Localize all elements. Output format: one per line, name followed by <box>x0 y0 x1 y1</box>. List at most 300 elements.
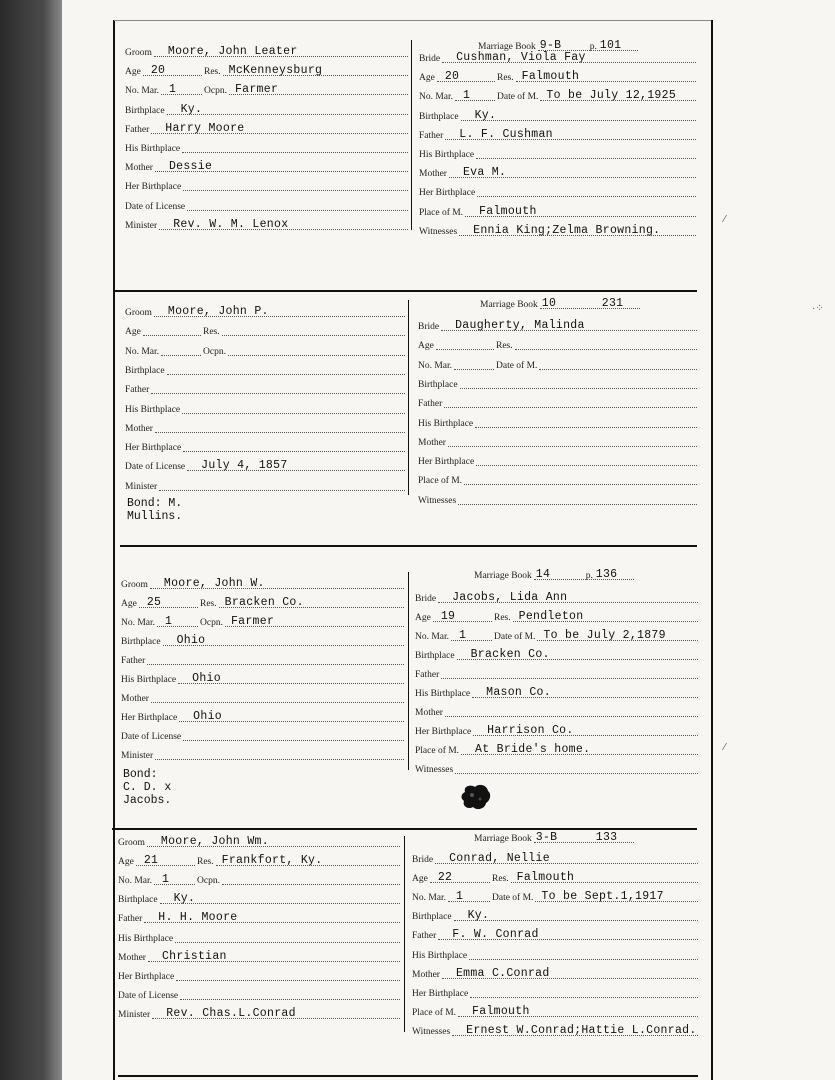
field-label: Res. <box>497 73 514 84</box>
record-row <box>415 590 698 606</box>
field-label: Minister <box>121 751 154 761</box>
fill-line <box>515 349 697 350</box>
field-value: Moore, John W. <box>163 577 265 590</box>
field-label: His Birthplace <box>125 144 181 154</box>
field-label: His Birthplace <box>418 418 474 429</box>
field-value: Ky. <box>173 892 196 906</box>
field-value: 21 <box>143 854 159 868</box>
card-separator <box>120 545 697 547</box>
scan-speck: ·⁘ <box>812 303 824 314</box>
fill-line <box>222 884 400 885</box>
fill-line <box>476 465 697 466</box>
field-value: F. W. Conrad <box>452 928 539 942</box>
field-value: To be July 12,1925 <box>546 89 677 103</box>
field-label: Groom <box>125 48 152 58</box>
fill-line <box>448 446 697 447</box>
field-value: Farmer <box>234 83 279 97</box>
record-row <box>419 127 696 143</box>
fill-line <box>455 773 698 774</box>
field-label: Bride <box>419 54 441 64</box>
fill-line <box>469 959 698 960</box>
field-value: At Bride's home. <box>475 743 591 756</box>
fill-line <box>161 355 201 356</box>
record-row <box>118 872 400 888</box>
field-value: 22 <box>437 871 453 885</box>
fill-line <box>464 484 697 485</box>
field-value: Rev. Chas.L.Conrad <box>166 1006 296 1020</box>
field-label: Age <box>125 327 141 338</box>
fill-line <box>176 980 400 981</box>
record-row <box>419 88 696 104</box>
field-label: No. Mar. <box>418 360 453 371</box>
card-separator <box>118 1075 698 1077</box>
record-row <box>418 337 697 353</box>
marriage-book-ref <box>474 567 698 583</box>
field-value: L. F. Cushman <box>459 127 553 141</box>
fill-line <box>476 158 696 159</box>
book-volume: 3-B <box>535 831 558 844</box>
scan-speck: ⁄ <box>724 214 726 225</box>
record-row <box>125 401 405 417</box>
field-value: 1 <box>463 89 471 103</box>
field-value: 1 <box>169 83 177 97</box>
card-divider <box>411 40 412 230</box>
fill-line <box>154 884 195 885</box>
field-value: Cushman, Viola Fay <box>456 51 586 64</box>
field-label: Date of M. <box>496 360 538 371</box>
record-row <box>418 415 697 431</box>
field-label: Date of M. <box>497 92 539 103</box>
book-volume: 10 <box>541 297 557 310</box>
field-label: Groom <box>125 308 152 318</box>
record-row <box>125 217 408 233</box>
field-label: Mother <box>418 437 446 448</box>
field-label: No. Mar. <box>415 632 450 642</box>
field-label: Birthplace <box>118 895 158 906</box>
field-label: Father <box>412 931 437 942</box>
field-label: Res. <box>200 599 217 609</box>
record-row <box>418 492 697 508</box>
field-label: No. Mar. <box>419 92 454 103</box>
record-row <box>125 420 405 436</box>
record-row <box>418 472 697 488</box>
field-label: Age <box>419 73 435 84</box>
record-row <box>412 870 698 886</box>
field-value: Christian <box>161 949 227 963</box>
ink-blot <box>459 782 493 812</box>
field-label: His Birthplace <box>415 689 471 699</box>
record-row <box>125 478 405 494</box>
field-label: Res. <box>197 857 214 868</box>
record-row <box>125 343 405 359</box>
field-value: Conrad, Nellie <box>449 852 550 865</box>
field-value: Moore, John Wm. <box>160 835 269 848</box>
field-value: 1 <box>165 615 173 628</box>
fill-line <box>539 369 697 370</box>
field-label: Father <box>125 385 150 396</box>
record-row <box>118 949 400 965</box>
record-row <box>125 198 408 214</box>
field-label: Res. <box>492 874 509 885</box>
field-label: Marriage Book <box>474 834 532 844</box>
record-row <box>121 671 404 687</box>
book-page: 133 <box>595 831 618 844</box>
field-value: Farmer <box>230 615 275 628</box>
record-row <box>412 1023 698 1039</box>
field-label: Father <box>418 399 443 410</box>
fill-line <box>445 716 698 717</box>
field-label: His Birthplace <box>121 675 177 685</box>
record-row <box>415 704 698 720</box>
record-row <box>125 159 408 175</box>
fill-line <box>222 335 405 336</box>
field-label: Birthplace <box>419 111 459 122</box>
fill-line <box>534 842 634 843</box>
fill-line <box>458 504 697 505</box>
record-row <box>125 304 405 320</box>
record-row <box>125 44 408 60</box>
field-value: Pendleton <box>518 610 584 623</box>
field-label: Birthplace <box>125 365 165 376</box>
field-label: Age <box>418 341 434 352</box>
field-label: Her Birthplace <box>419 188 476 199</box>
record-row <box>121 747 404 763</box>
field-label: Father <box>118 914 143 925</box>
record-row <box>121 633 404 649</box>
record-row <box>121 690 404 706</box>
field-value: Falmouth <box>472 1004 530 1018</box>
field-label: Res. <box>496 341 513 352</box>
book-volume: 14 <box>535 568 551 581</box>
field-label: Age <box>125 67 141 78</box>
fill-line <box>451 640 492 641</box>
record-row <box>412 1004 698 1020</box>
record-row <box>125 381 405 397</box>
field-value: 19 <box>440 610 456 623</box>
bond-note: Bond: M. Mullins. <box>127 497 183 523</box>
field-label: Place of M. <box>412 1007 457 1018</box>
record-row <box>118 987 400 1003</box>
marriage-book-ref <box>474 830 698 846</box>
record-row <box>121 652 404 668</box>
marriage-book-ref <box>480 296 697 312</box>
record-row <box>125 63 408 79</box>
field-label: Mother <box>118 952 146 963</box>
fill-line <box>454 920 698 921</box>
fill-line <box>182 413 405 414</box>
bond-note: Bond: C. D. x Jacobs. <box>123 768 172 807</box>
field-label: No. Mar. <box>118 876 153 887</box>
record-row <box>125 178 408 194</box>
record-row <box>412 908 698 924</box>
field-value: Dessie <box>168 160 213 174</box>
record-row <box>419 184 696 200</box>
fill-line <box>540 308 640 309</box>
record-row <box>121 728 404 744</box>
field-label: Ocpn. <box>200 618 223 628</box>
field-label: Date of License <box>118 990 179 1001</box>
record-row <box>419 204 696 220</box>
record-row <box>125 439 405 455</box>
fill-line <box>441 678 698 679</box>
record-row <box>412 985 698 1001</box>
field-label: Witnesses <box>415 765 454 775</box>
field-value: Bracken Co. <box>470 648 550 661</box>
fill-line <box>175 942 400 943</box>
record-row <box>118 853 400 869</box>
field-label: Date of License <box>125 201 186 212</box>
record-row <box>412 889 698 905</box>
field-value: Frankfort, Ky. <box>221 854 323 868</box>
fill-line <box>470 997 698 998</box>
field-label: Mother <box>125 163 153 174</box>
page-right-border <box>711 20 713 1080</box>
field-value: Bracken Co. <box>224 596 304 609</box>
record-row <box>415 723 698 739</box>
record-row <box>418 376 697 392</box>
record-row <box>125 82 408 98</box>
record-row <box>415 761 698 777</box>
record-row <box>125 362 405 378</box>
field-label: Minister <box>125 220 158 231</box>
field-label: Ocpn. <box>204 86 227 97</box>
field-label: Father <box>419 130 444 141</box>
field-value: 25 <box>146 596 162 609</box>
field-label: Date of M. <box>492 893 534 904</box>
record-row <box>418 318 697 334</box>
field-label: Bride <box>415 594 437 604</box>
record-row <box>418 357 697 373</box>
record-row <box>418 453 697 469</box>
field-label: Minister <box>125 481 158 492</box>
book-page: 101 <box>599 39 622 52</box>
field-label: No. Mar. <box>125 86 160 97</box>
fill-line <box>143 335 201 336</box>
record-row <box>121 595 404 611</box>
field-label: Her Birthplace <box>418 457 475 468</box>
fill-line <box>151 702 404 703</box>
field-label: Date of License <box>121 732 182 742</box>
fill-line <box>151 393 405 394</box>
field-label: Witnesses <box>418 495 457 506</box>
book-page: 231 <box>601 297 624 310</box>
fill-line <box>147 664 404 665</box>
field-label: Birthplace <box>418 379 458 390</box>
record-row <box>415 647 698 663</box>
fill-line <box>157 626 198 627</box>
field-value: Harry Moore <box>165 121 245 135</box>
field-value: July 4, 1857 <box>201 459 288 473</box>
field-label: Birthplace <box>412 912 452 923</box>
field-value: 1 <box>162 873 170 887</box>
record-row <box>118 910 400 926</box>
field-label: His Birthplace <box>412 950 468 961</box>
field-label: Groom <box>118 838 145 848</box>
field-label: Res. <box>203 327 220 338</box>
fill-line <box>161 94 202 95</box>
fill-line <box>454 369 494 370</box>
record-row <box>118 968 400 984</box>
field-label: Her Birthplace <box>125 182 182 193</box>
field-label: Mother <box>415 708 443 718</box>
top-edge <box>114 20 711 21</box>
field-label: Res. <box>204 67 221 78</box>
field-label: His Birthplace <box>125 404 181 415</box>
book-page: 136 <box>595 568 618 581</box>
field-label: Father <box>125 124 150 135</box>
field-label: Groom <box>121 580 148 590</box>
field-value: Falmouth <box>516 871 575 885</box>
record-row <box>412 851 698 867</box>
field-label: Her Birthplace <box>125 443 182 454</box>
fill-line <box>534 579 634 580</box>
fill-line <box>475 427 697 428</box>
field-label: p. <box>585 571 593 581</box>
field-value: 20 <box>150 64 166 78</box>
fill-line <box>160 903 400 904</box>
field-label: Ocpn. <box>203 346 226 357</box>
field-value: Falmouth <box>521 70 580 84</box>
field-value: Moore, John Leater <box>167 45 298 58</box>
field-label: Age <box>118 857 134 868</box>
record-row <box>118 834 400 850</box>
fill-line <box>228 355 405 356</box>
field-label: Mother <box>412 969 440 980</box>
field-value: H. H. Moore <box>158 911 238 925</box>
fill-line <box>436 349 494 350</box>
record-row <box>121 709 404 725</box>
record-row <box>121 576 404 592</box>
field-value: Ky. <box>180 102 203 116</box>
field-label: Ocpn. <box>197 876 220 887</box>
record-row <box>125 121 408 137</box>
record-row <box>118 930 400 946</box>
record-row <box>419 50 696 66</box>
record-row <box>412 947 698 963</box>
field-label: Birthplace <box>121 637 161 647</box>
field-label: No. Mar. <box>412 893 447 904</box>
field-value: 1 <box>459 629 467 642</box>
field-label: Father <box>415 670 440 680</box>
field-label: Birthplace <box>415 651 455 661</box>
field-value: Falmouth <box>479 204 537 218</box>
fill-line <box>455 100 495 101</box>
field-label: Mother <box>125 423 153 434</box>
fill-line <box>444 407 697 408</box>
record-row <box>415 685 698 701</box>
scan-margin <box>0 0 62 1080</box>
record-row <box>412 927 698 943</box>
field-label: Mother <box>121 694 149 704</box>
field-value: 1 <box>456 890 464 904</box>
field-value: Ky. <box>474 108 497 122</box>
field-value: Ohio <box>176 634 206 647</box>
field-label: Age <box>121 599 137 609</box>
field-value: To be July 2,1879 <box>543 629 666 642</box>
field-label: p. <box>589 42 597 52</box>
book-volume: 9-B <box>539 39 562 52</box>
field-value: Mason Co. <box>486 686 551 699</box>
fill-line <box>182 152 408 153</box>
field-label: His Birthplace <box>419 150 475 160</box>
field-label: No. Mar. <box>125 346 160 357</box>
fill-line <box>167 114 408 115</box>
field-value: Harrison Co. <box>487 724 574 737</box>
fill-line <box>460 388 697 389</box>
field-value: Daugherty, Malinda <box>455 319 585 332</box>
card-divider <box>408 572 409 770</box>
field-value: McKenneysburg <box>228 64 323 78</box>
field-label: His Birthplace <box>118 933 174 944</box>
record-row <box>125 140 408 156</box>
record-row <box>118 1006 400 1022</box>
field-label: Minister <box>118 1009 151 1020</box>
field-value: Eva M. <box>462 166 507 180</box>
field-label: Marriage Book <box>478 42 536 52</box>
field-value: Ky. <box>467 909 490 923</box>
field-label: Father <box>121 656 146 666</box>
field-label: Date of License <box>125 462 186 473</box>
field-value: Ohio <box>192 672 221 685</box>
record-row <box>412 966 698 982</box>
card-divider <box>404 836 405 1032</box>
record-row <box>418 434 697 450</box>
record-row <box>415 742 698 758</box>
field-value: Jacobs, Lida Ann <box>452 591 568 604</box>
record-row <box>415 609 698 625</box>
field-label: Age <box>412 874 428 885</box>
record-row <box>415 628 698 644</box>
record-row <box>121 614 404 630</box>
fill-line <box>187 210 408 211</box>
record-row <box>419 69 696 85</box>
fill-line <box>183 190 408 191</box>
field-value: Ohio <box>193 710 222 723</box>
field-label: Marriage Book <box>474 571 532 581</box>
record-row <box>419 108 696 124</box>
field-value: To be Sept.1,1917 <box>541 890 664 904</box>
field-label: Place of M. <box>418 476 463 487</box>
page-left-border <box>113 20 115 1080</box>
fill-line <box>167 374 405 375</box>
field-label: Date of M. <box>494 632 536 642</box>
record-row <box>419 165 696 181</box>
fill-line <box>448 901 490 902</box>
card-divider <box>408 300 409 495</box>
card-separator <box>114 290 697 292</box>
fill-line <box>183 451 405 452</box>
field-label: No. Mar. <box>121 618 156 628</box>
fill-line <box>155 759 404 760</box>
field-value: Rev. W. M. Lenox <box>173 217 289 231</box>
record-row <box>118 891 400 907</box>
record-row <box>415 666 698 682</box>
field-label: Place of M. <box>415 746 460 756</box>
field-label: Res. <box>494 613 511 623</box>
record-row <box>419 146 696 162</box>
field-label: Place of M. <box>419 207 464 218</box>
field-label: Bride <box>418 322 440 332</box>
fill-line <box>477 196 696 197</box>
fill-line <box>183 740 404 741</box>
field-label: Her Birthplace <box>118 971 175 982</box>
scan-speck: ⁄ <box>724 742 726 753</box>
field-value: Emma C.Conrad <box>455 966 550 980</box>
field-label: Witnesses <box>419 226 458 237</box>
fill-line <box>159 490 405 491</box>
record-row <box>125 458 405 474</box>
record-row <box>125 323 405 339</box>
